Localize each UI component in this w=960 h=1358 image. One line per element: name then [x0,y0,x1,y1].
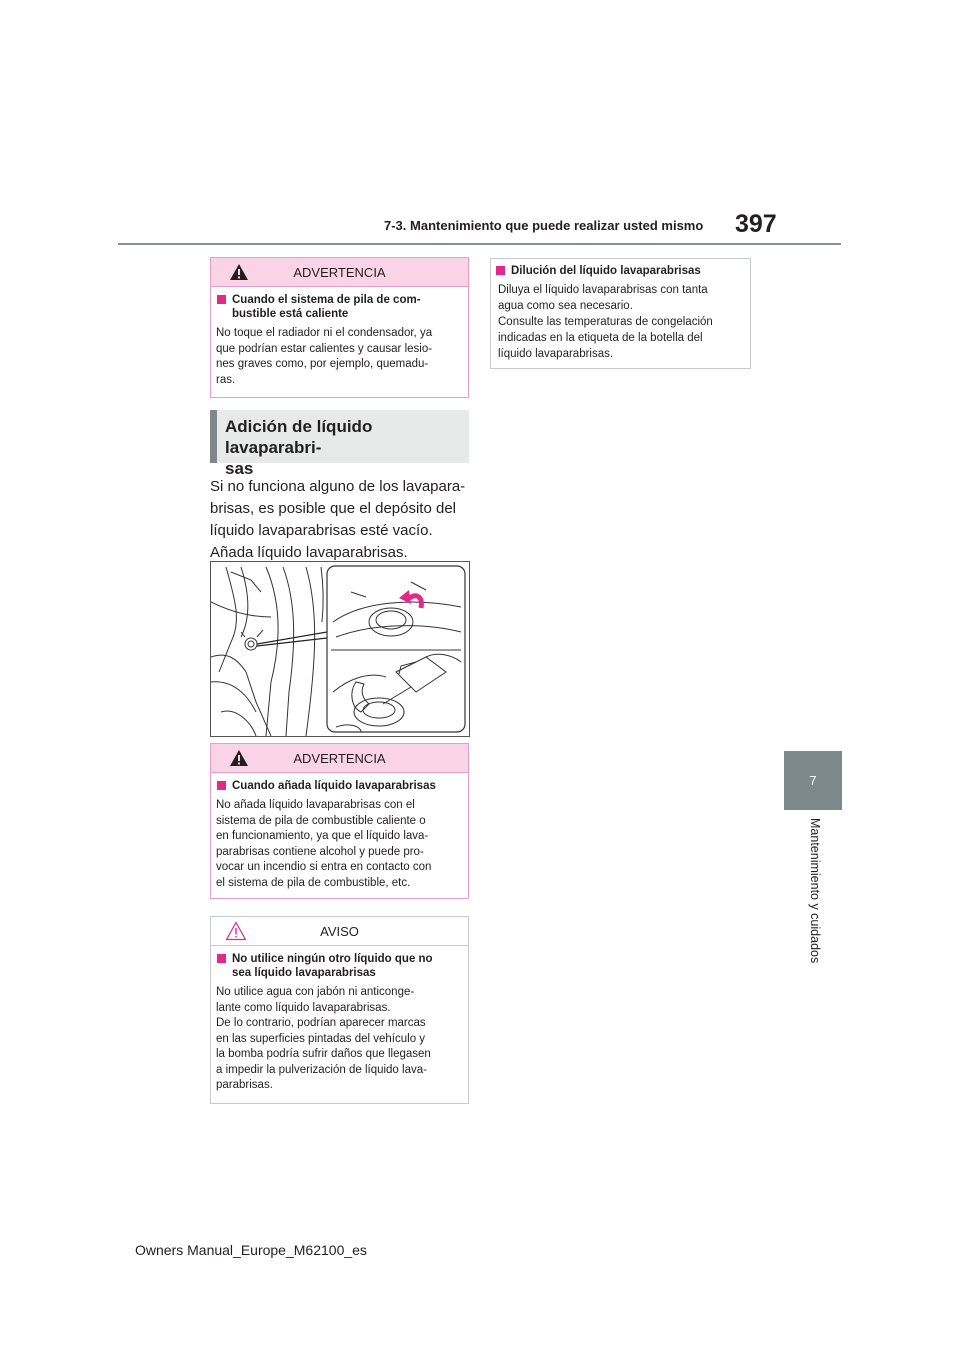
notice-box [210,916,469,1104]
section-paragraph: Si no funciona alguno de los lavapara- brisas, es posible que el depósito del líquido lavaparabrisas esté vacío. Añada líquido lavaparabrisas. [210,478,466,561]
running-header: 7-3. Mantenimiento que puede realizar usted mismo [384,218,704,233]
warning-header [211,744,468,773]
section-title: Adición de líquido lavaparabri- sas [225,417,373,478]
warning-triangle-icon [229,749,249,767]
notice-body: No utilice agua con jabón ni anticonge- lante como líquido lavaparabrisas. De lo contrario, podrían aparecer marcas en las superficies pintadas del vehículo y la bomba podría sufrir daños que llegasen a impedir la pulverización de líquido lava- parabrisas. [216,986,431,1091]
warning-box-adding-fluid [210,743,469,899]
warning-heading: ADVERTENCIA [293,264,386,280]
section-heading-bar [210,410,217,463]
warning-subheading: Cuando añada líquido lavaparabrisas [216,779,463,793]
bullet-square-icon [496,266,505,275]
caution-triangle-icon [225,921,247,941]
header-rule [118,243,841,245]
warning-body: No toque el radiador ni el condensador, ya que podrían estar calientes y causar lesio- nes graves como, por ejemplo, quemadu- ras. [216,327,433,386]
dilution-subheading: Dilución del líquido lavaparabrisas [495,264,750,278]
warning-heading: ADVERTENCIA [293,750,386,766]
notice-subheading: No utilice ningún otro líquido que no sea líquido lavaparabrisas [216,952,463,980]
bullet-square-icon [217,295,226,304]
footer-text: Owners Manual_Europe_M62100_es [135,1242,367,1258]
dilution-body: Diluya el líquido lavaparabrisas con tanta agua como sea necesario. Consulte las temperaturas de congelación indicadas en la etiqueta de la botella del líquido lavaparabrisas. [498,284,713,360]
page-number: 397 [735,210,777,238]
engine-bay-drawing [211,562,469,736]
chapter-number: 7 [809,773,817,788]
chapter-title: Mantenimiento y cuidados [808,818,822,964]
warning-header [211,258,468,287]
notice-header [211,917,468,946]
bullet-square-icon [217,781,226,790]
warning-subheading: Cuando el sistema de pila de com- bustible está caliente [216,293,463,321]
chapter-tab [784,751,842,810]
section-heading [210,410,469,478]
washer-fluid-illustration [210,561,470,737]
warning-triangle-icon [229,263,249,281]
bullet-square-icon [217,954,226,963]
dilution-box [490,258,751,369]
warning-body: No añada líquido lavaparabrisas con el sistema de pila de combustible caliente o en funcionamiento, ya que el líquido lava- parabrisas contiene alcohol y puede pro- vocar un incendio si entra en contacto con el sistema de pila de combustible, etc. [216,799,432,889]
notice-heading: AVISO [320,923,359,939]
warning-box-hot-system [210,257,469,398]
